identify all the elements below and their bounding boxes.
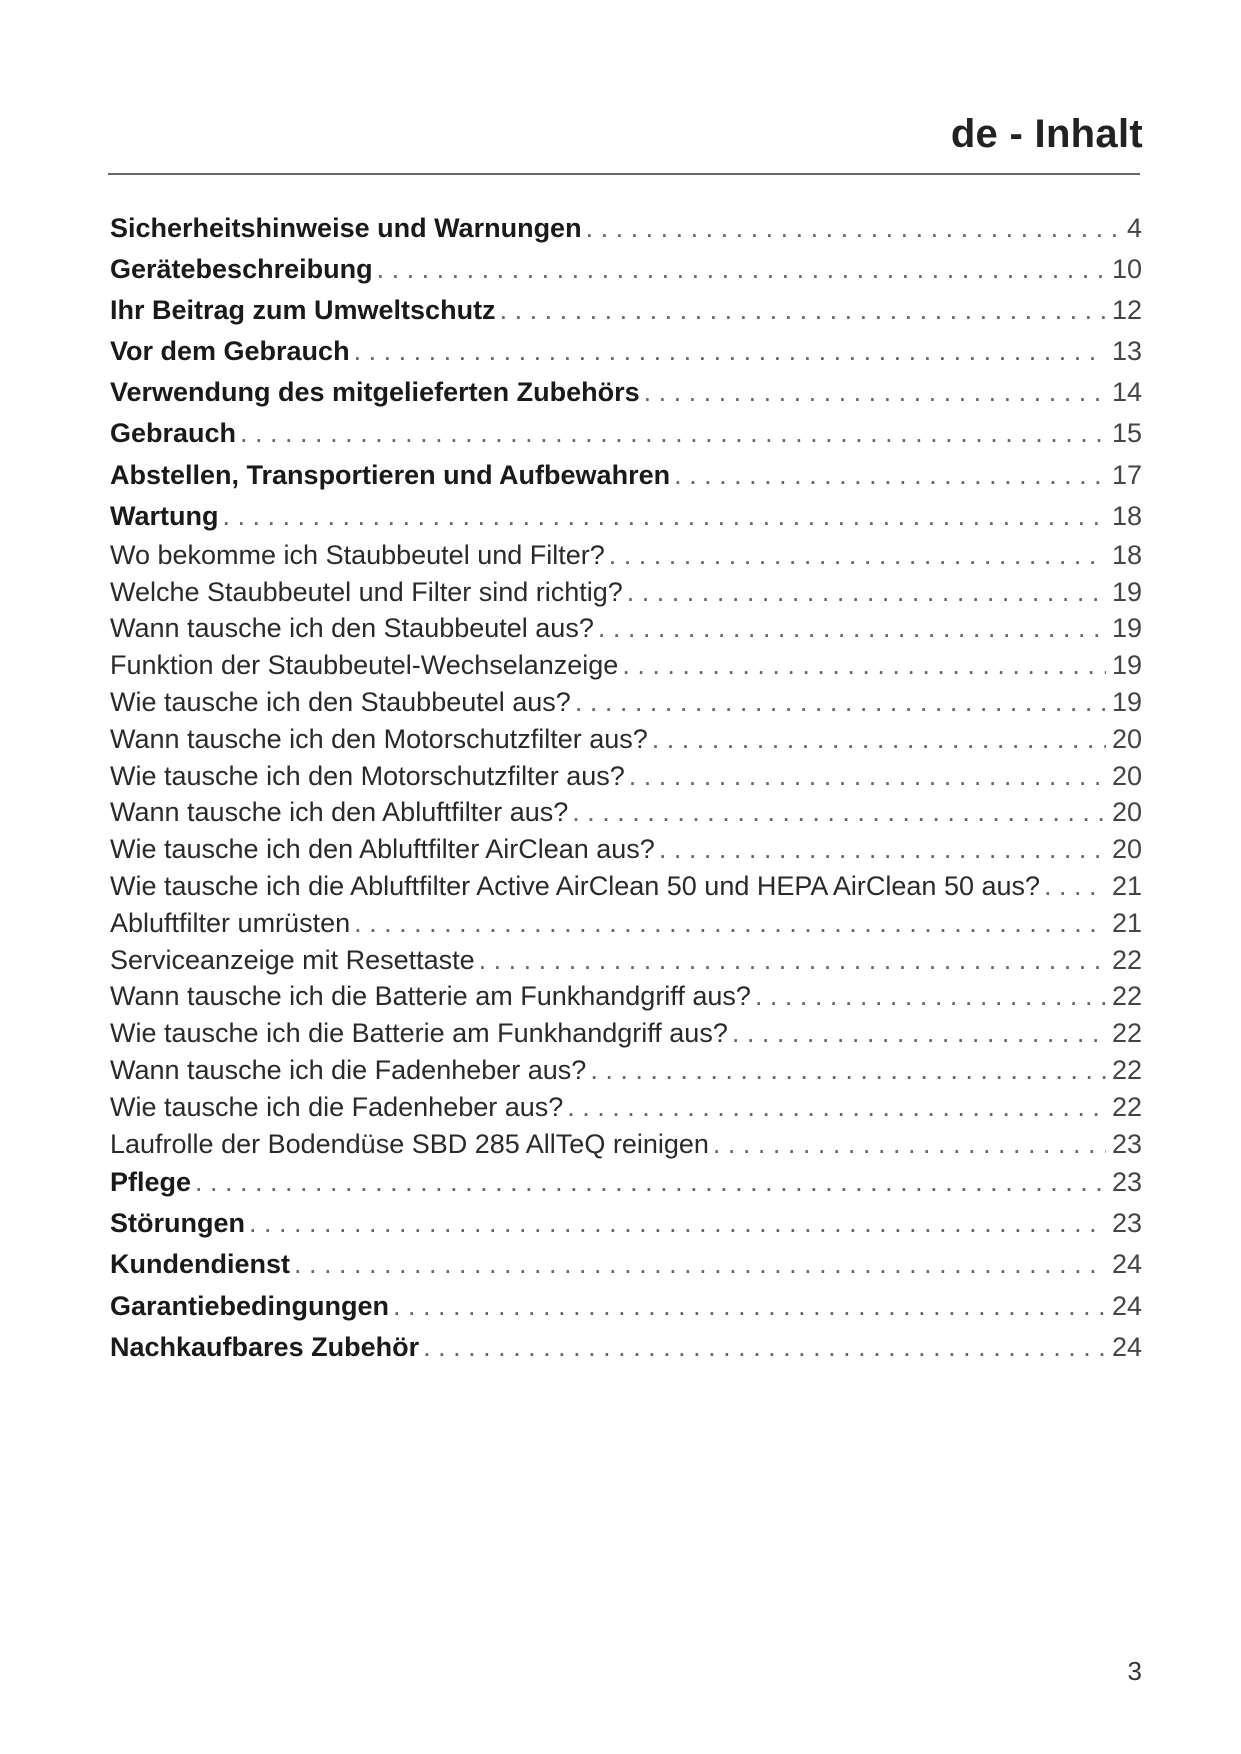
toc-entry-page: 17 — [1111, 459, 1142, 490]
toc-leader-dots — [618, 647, 1106, 684]
toc-entry-page: 23 — [1111, 1208, 1142, 1239]
toc-subentry[interactable] — [110, 942, 1142, 979]
toc-subentry[interactable] — [110, 1126, 1142, 1163]
toc-entry-page: 14 — [1111, 377, 1142, 408]
toc-entry-page: 15 — [1111, 418, 1142, 449]
toc-subentry[interactable] — [110, 721, 1142, 758]
toc-leader-dots — [605, 537, 1106, 574]
toc-entry-title: Abstellen, Transportieren und Aufbewahren — [110, 459, 671, 490]
toc-entry-title: Ihr Beitrag zum Umweltschutz — [110, 295, 496, 326]
toc-entry-title: Wann tausche ich den Staubbeutel aus? — [110, 613, 594, 644]
toc-entry-page: 24 — [1111, 1331, 1142, 1362]
toc-entry-title: Gebrauch — [110, 418, 237, 449]
toc-entry-page: 24 — [1111, 1290, 1142, 1321]
toc-entry-title: Wo bekomme ich Staubbeutel und Filter? — [110, 539, 605, 570]
toc-leader-dots — [389, 1286, 1106, 1327]
toc-subentry[interactable] — [110, 758, 1142, 795]
toc-entry-title: Abluftfilter umrüsten — [110, 907, 351, 938]
toc-leader-dots — [594, 610, 1106, 647]
toc-entry-page: 18 — [1111, 539, 1142, 570]
toc-entry-page: 19 — [1111, 576, 1142, 607]
toc-entry[interactable] — [110, 455, 1142, 496]
toc-leader-dots — [586, 1052, 1106, 1089]
page-number: 3 — [1127, 1656, 1142, 1686]
toc-entry-page: 20 — [1111, 797, 1142, 828]
toc-subentry[interactable] — [110, 831, 1142, 868]
page-title: de - Inhalt — [950, 112, 1143, 156]
toc-entry-page: 19 — [1111, 686, 1142, 717]
toc-leader-dots — [191, 1162, 1106, 1203]
toc-entry[interactable] — [110, 372, 1142, 413]
toc-leader-dots — [419, 1327, 1106, 1368]
toc-entry[interactable] — [110, 413, 1142, 454]
toc-entry[interactable] — [110, 1244, 1142, 1285]
toc-entry[interactable] — [110, 1162, 1142, 1203]
toc-leader-dots — [728, 1015, 1106, 1052]
toc-entry-title: Wann tausche ich den Motorschutzfilter aus? — [110, 723, 648, 754]
toc-entry-title: Sicherheitshinweise und Warnungen — [110, 213, 582, 243]
toc-subentry[interactable] — [110, 610, 1142, 647]
toc-entry-page: 19 — [1111, 650, 1142, 681]
toc-entry-page: 23 — [1111, 1128, 1142, 1159]
toc-entry[interactable] — [110, 1327, 1142, 1368]
toc-subentry[interactable] — [110, 794, 1142, 831]
toc-entry-title: Wie tausche ich die Fadenheber aus? — [110, 1091, 564, 1122]
toc-subentry[interactable] — [110, 1052, 1142, 1089]
toc-entry[interactable] — [110, 496, 1142, 537]
toc-entry-page: 22 — [1111, 944, 1142, 975]
toc-leader-dots — [1040, 868, 1106, 905]
toc-leader-dots — [373, 249, 1106, 290]
toc-entry-title: Welche Staubbeutel und Filter sind richtig? — [110, 576, 623, 607]
toc-entry-page: 22 — [1111, 1091, 1142, 1122]
toc-leader-dots — [670, 455, 1106, 496]
toc-leader-dots — [582, 208, 1121, 249]
toc-leader-dots — [640, 372, 1106, 413]
toc-entry-page: 20 — [1111, 834, 1142, 865]
toc-entry[interactable] — [110, 249, 1142, 290]
toc-entry[interactable] — [110, 290, 1142, 331]
toc-entry-page: 23 — [1111, 1167, 1142, 1198]
toc-subentry[interactable] — [110, 1015, 1142, 1052]
toc-subentry[interactable] — [110, 574, 1142, 611]
toc-entry-title: Wann tausche ich den Abluftfilter aus? — [110, 797, 569, 828]
toc-entry-page: 4 — [1126, 213, 1142, 243]
toc-leader-dots — [290, 1244, 1106, 1285]
toc-entry-title: Serviceanzeige mit Resettaste — [110, 944, 475, 975]
toc-entry-title: Störungen — [110, 1208, 245, 1239]
toc-entry-title: Wie tausche ich den Staubbeutel aus? — [110, 686, 571, 717]
toc-subentry[interactable] — [110, 647, 1142, 684]
toc-leader-dots — [623, 574, 1106, 611]
toc-entry-title: Wie tausche ich die Abluftfilter Active AirClean 50 und HEPA AirClean 50 aus? — [110, 870, 1041, 901]
toc-leader-dots — [563, 1089, 1106, 1126]
toc-entry[interactable] — [110, 1203, 1142, 1244]
toc-entry-title: Funktion der Staubbeutel-Wechselanzeige — [110, 650, 619, 681]
toc-entry-title: Wie tausche ich den Motorschutzfilter aus? — [110, 760, 625, 791]
toc-subentry[interactable] — [110, 684, 1142, 721]
toc-entry-page: 22 — [1111, 1018, 1142, 1049]
toc-entry-title: Verwendung des mitgelieferten Zubehörs — [110, 377, 640, 408]
toc-subentry[interactable] — [110, 537, 1142, 574]
header-divider — [108, 173, 1140, 175]
toc-entry-title: Laufrolle der Bodendüse SBD 285 AllTeQ reinigen — [110, 1128, 709, 1159]
toc-entry[interactable] — [110, 1286, 1142, 1327]
toc-leader-dots — [236, 413, 1106, 454]
toc-leader-dots — [648, 721, 1106, 758]
toc-entry-title: Wann tausche ich die Batterie am Funkhandgriff aus? — [110, 981, 751, 1012]
toc-subentry[interactable] — [110, 1089, 1142, 1126]
toc-entry-title: Vor dem Gebrauch — [110, 336, 350, 367]
toc-entry-title: Kundendienst — [110, 1249, 290, 1280]
toc-entry-page: 12 — [1111, 295, 1142, 326]
toc-entry-title: Wann tausche ich die Fadenheber aus? — [110, 1054, 587, 1085]
toc-entry-title: Pflege — [110, 1167, 192, 1198]
toc-entry-page: 20 — [1111, 760, 1142, 791]
toc-leader-dots — [350, 905, 1106, 942]
toc-leader-dots — [496, 290, 1106, 331]
toc-entry-title: Wie tausche ich die Batterie am Funkhandgriff aus? — [110, 1018, 728, 1049]
toc-entry-page: 18 — [1111, 500, 1142, 531]
toc-entry-title: Nachkaufbares Zubehör — [110, 1331, 420, 1362]
toc-leader-dots — [245, 1203, 1106, 1244]
toc-leader-dots — [709, 1126, 1106, 1163]
toc-leader-dots — [751, 978, 1106, 1015]
toc-entry-title: Garantiebedingungen — [110, 1290, 390, 1321]
toc-leader-dots — [568, 794, 1106, 831]
table-of-contents — [110, 208, 1142, 1368]
toc-entry-page: 19 — [1111, 613, 1142, 644]
toc-entry-page: 20 — [1111, 723, 1142, 754]
toc-entry-page: 21 — [1111, 870, 1142, 901]
toc-entry[interactable] — [110, 331, 1142, 372]
toc-leader-dots — [218, 496, 1105, 537]
toc-subentry[interactable] — [110, 868, 1142, 905]
toc-entry-title: Wartung — [110, 500, 219, 531]
toc-entry-page: 22 — [1111, 981, 1142, 1012]
toc-leader-dots — [571, 684, 1106, 721]
toc-entry-page: 21 — [1111, 907, 1142, 938]
toc-entry-title: Wie tausche ich den Abluftfilter AirClean aus? — [110, 834, 655, 865]
toc-entry-page: 13 — [1111, 336, 1142, 367]
toc-entry[interactable] — [110, 208, 1142, 249]
toc-subentry[interactable] — [110, 905, 1142, 942]
toc-leader-dots — [350, 331, 1106, 372]
toc-subentry[interactable] — [110, 978, 1142, 1015]
toc-leader-dots — [625, 758, 1106, 795]
toc-entry-title: Gerätebeschreibung — [110, 254, 373, 285]
toc-entry-page: 22 — [1111, 1054, 1142, 1085]
toc-entry-page: 24 — [1111, 1249, 1142, 1280]
toc-leader-dots — [655, 831, 1106, 868]
toc-entry-page: 10 — [1111, 254, 1142, 285]
toc-leader-dots — [475, 942, 1106, 979]
